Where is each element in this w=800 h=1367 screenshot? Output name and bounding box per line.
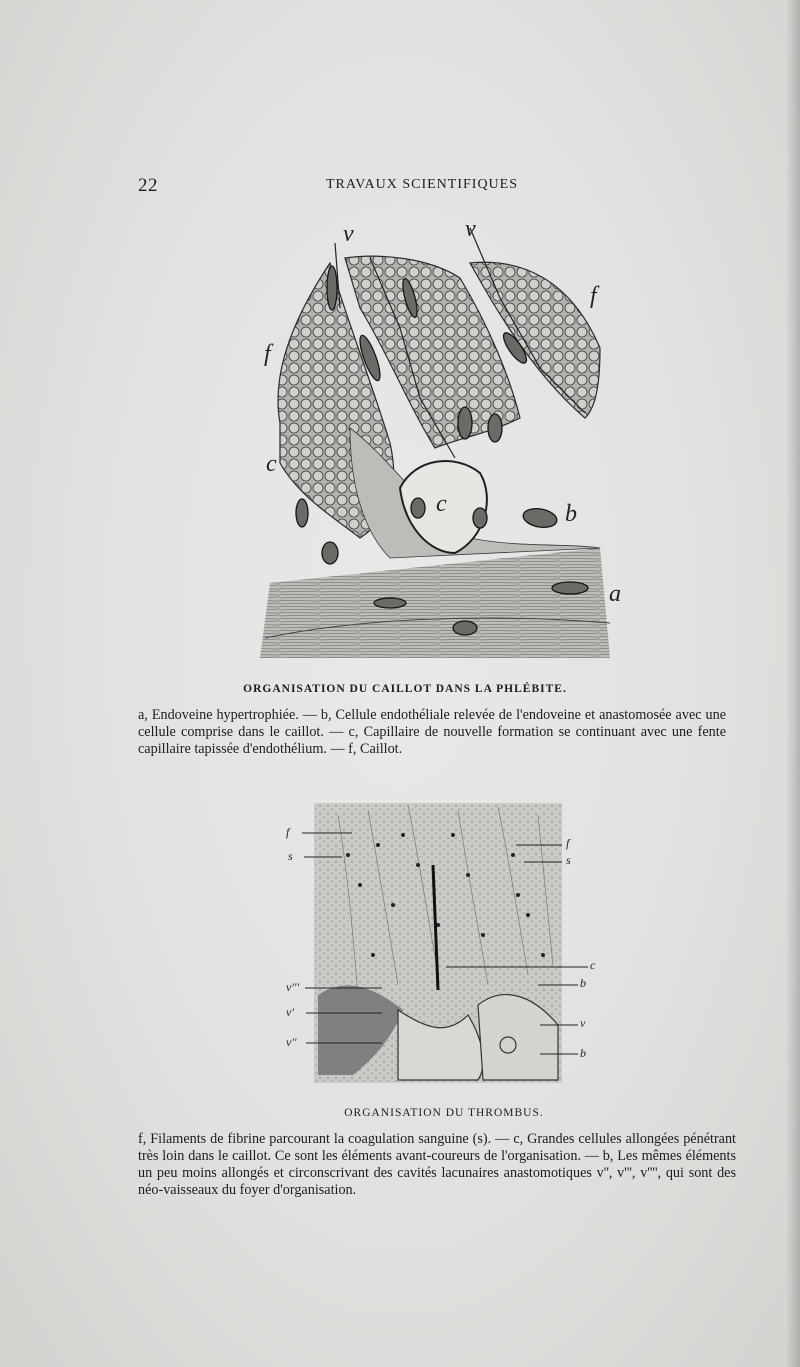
page-number: 22 [138,175,158,196]
label-b-lower: b [580,1046,586,1060]
label-b: b [565,501,577,527]
label-v-double: v'' [286,1035,297,1049]
label-a: a [609,581,621,607]
label-f-left: f [264,341,271,367]
label-v-right: v [465,218,476,242]
figure-1-caption [138,707,726,758]
label-v-triple: v''' [286,980,300,994]
label-v-right: v [580,1016,586,1030]
figure-2-caption [138,1131,736,1199]
label-s-right: s [566,853,571,867]
figure-2-caption-title: ORGANISATION DU THROMBUS. [344,1107,544,1119]
label-c-left: c [266,451,277,477]
label-f-right: f [590,283,597,309]
label-f-left: f [286,825,290,839]
figure-1-illustration [240,218,635,666]
label-c-center: c [436,491,447,517]
running-title: TRAVAUX SCIENTIFIQUES [326,177,519,192]
figure-organisation-caillot [240,218,635,666]
label-b-upper: b [580,976,586,990]
running-head [138,175,558,197]
figure-organisation-thrombus [278,795,608,1095]
label-v-left: v [343,221,354,247]
figure-2-illustration [278,795,608,1095]
label-s-left: s [288,849,293,863]
figure-1-caption-title: ORGANISATION DU CAILLOT DANS LA PHLÉBITE. [243,683,567,695]
label-v-single: v' [286,1005,294,1019]
label-c: c [590,958,596,972]
label-f-right: f [566,836,570,850]
figure-2-caption-text: f, Filaments de fibrine parcourant la coagulation sanguine (s). — c, Grandes cellules allongées pénétrant très loin dans le caillot. Ce sont les éléments avant-coureurs de l'organisation. — b, Les mêmes éléments un peu moins allongés et circonscrivant des cavités lacunaires anastomotiques v'', v''', v'''', qui sont des néo-vaisseaux du foyer d'organisation. [138,1131,736,1198]
figure-1-caption-text: a, Endoveine hypertrophiée. — b, Cellule endothéliale relevée de l'endoveine et anastomosée avec une cellule comprise dans le caillot. — c, Capillaire de nouvelle formation se continuant avec une fente capillaire tapissée d'endothélium. — f, Caillot. [138,707,726,757]
